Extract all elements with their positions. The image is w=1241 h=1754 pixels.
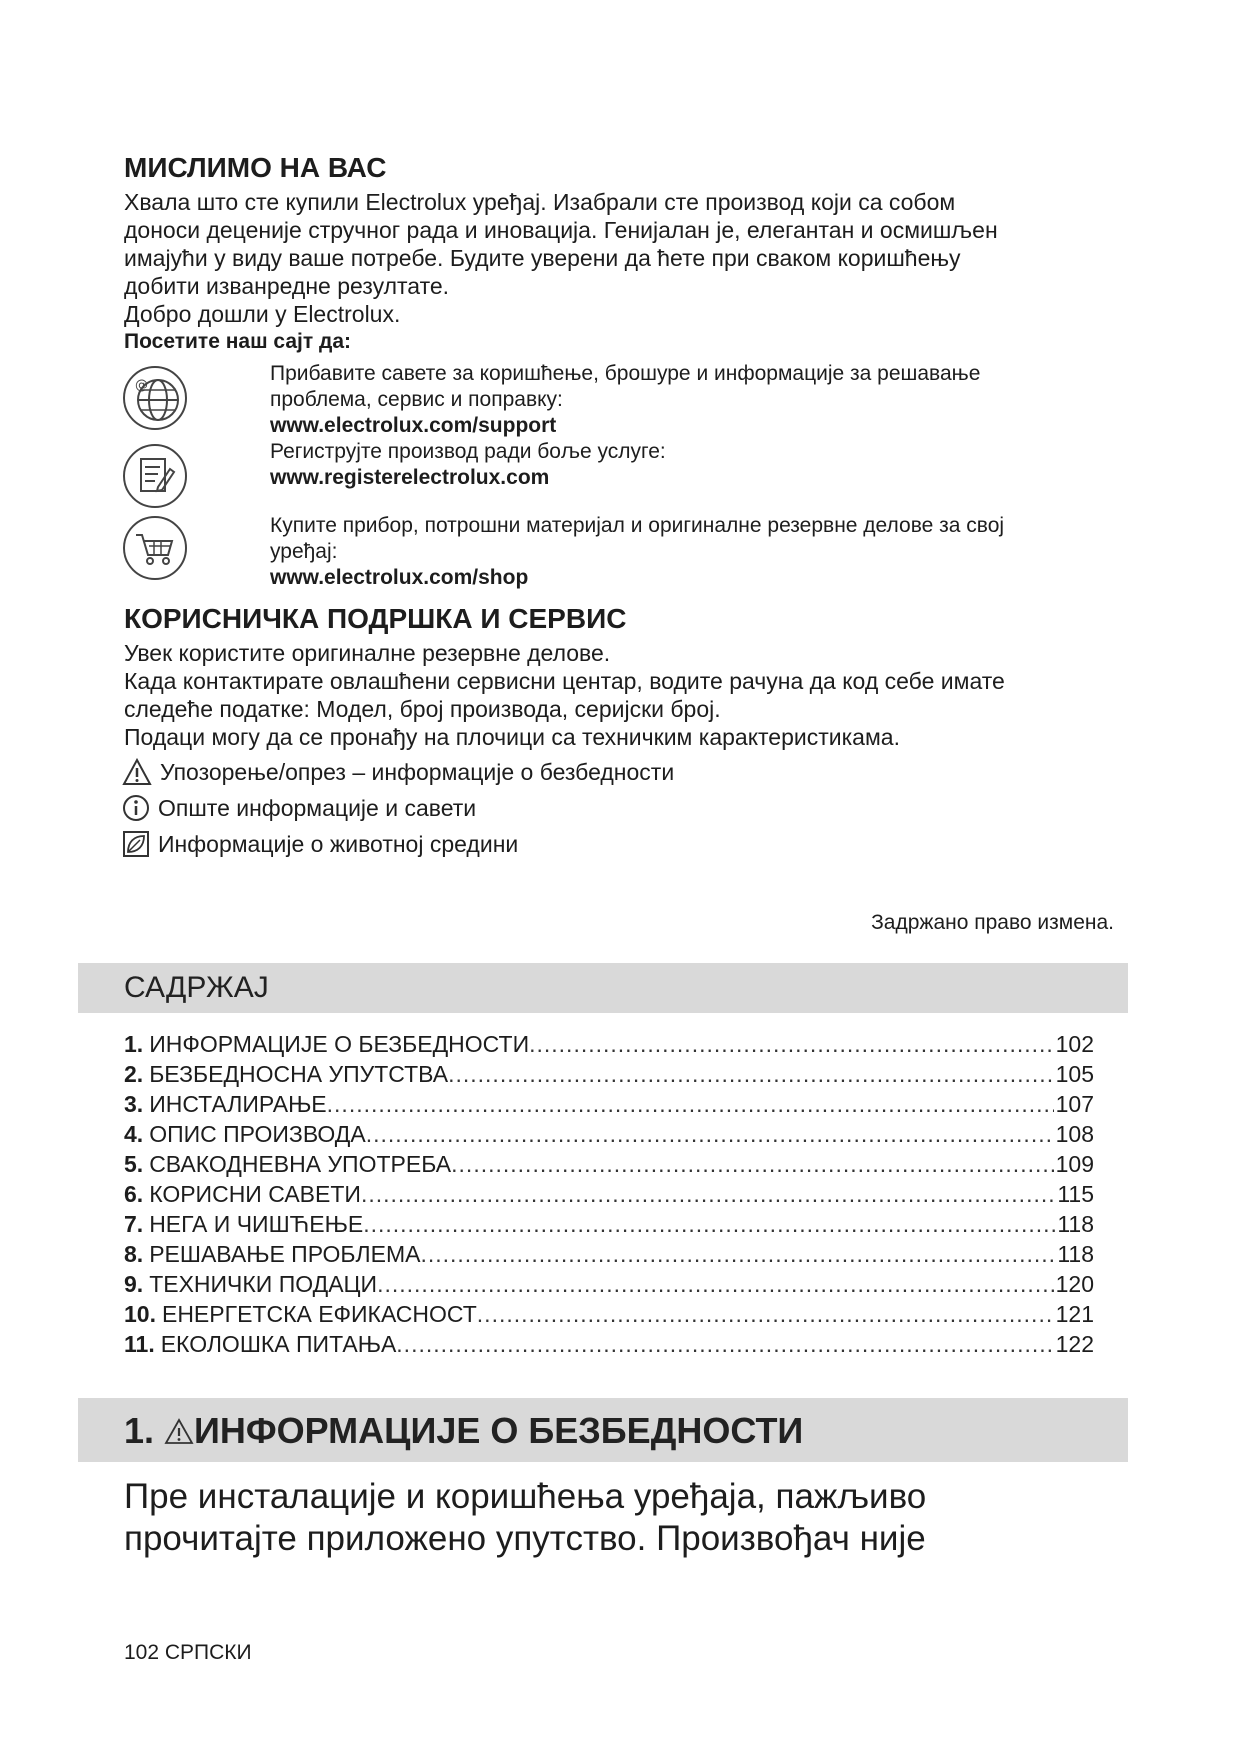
toc-num: 8. [124,1241,144,1267]
toc-label: БЕЗБЕДНОСНА УПУТСТВА [149,1061,449,1087]
section1-title: ИНФОРМАЦИЈЕ О БЕЗБЕДНОСТИ [194,1410,804,1451]
service-line: Региструјте производ ради боље услуге: [270,440,666,463]
toc-num: 5. [124,1151,144,1177]
toc-label: РЕШАВАЊЕ ПРОБЛЕМА [149,1241,421,1267]
service-support [270,361,1090,439]
toc-item[interactable] [124,1150,1094,1178]
toc-leader [529,1030,1054,1058]
toc-leader [477,1300,1054,1328]
toc-leader [448,1060,1054,1088]
toc-page: 122 [1055,1331,1094,1357]
toc-label: ОПИС ПРОИЗВОДА [149,1121,366,1147]
leaf-icon [122,830,150,858]
toc-label: КОРИСНИ САВЕТИ [149,1181,361,1207]
cart-icon [122,515,188,581]
service-shop [270,513,1090,591]
about-line: доноси деценије стручног рада и иновација. Генијалан је, елегантан и осмишљен [124,217,998,243]
section1-number: 1. [124,1410,155,1451]
toc-item[interactable] [124,1240,1094,1268]
toc-item[interactable] [124,1210,1094,1238]
toc-item[interactable] [124,1030,1094,1058]
support-line: Подаци могу да се пронађу на плочици са техничким карактеристикама. [124,724,900,750]
support-line: следеће податке: Модел, број производа, серијски број. [124,696,721,722]
toc-page: 109 [1055,1151,1094,1177]
toc-page: 118 [1057,1211,1094,1237]
about-line: имајући у виду ваше потребе. Будите уверени да ћете при сваком коришћењу [124,245,961,271]
toc-item[interactable] [124,1180,1094,1208]
toc-label: ИНСТАЛИРАЊЕ [149,1091,327,1117]
toc-page: 108 [1055,1121,1094,1147]
toc-label: ИНФОРМАЦИЈЕ О БЕЗБЕДНОСТИ [149,1031,530,1057]
toc-leader [366,1120,1054,1148]
toc-page: 121 [1055,1301,1094,1327]
toc-page: 115 [1057,1181,1094,1207]
warning-icon [122,758,152,786]
about-line: Хвала што сте купили Electrolux уређај. Изабрали сте производ који са собом [124,189,956,215]
toc-leader [396,1330,1053,1358]
toc-label: НЕГА И ЧИШЋЕЊЕ [149,1211,364,1237]
about-line: Добро дошли у Electrolux. [124,301,401,327]
toc-label: СВАКОДНЕВНА УПОТРЕБА [149,1151,452,1177]
rights-note: Задржано право измена. [871,911,1114,934]
toc-title: САДРЖАЈ [124,971,269,1004]
section1-header-band [78,1398,1128,1462]
about-text [124,188,1124,356]
legend-text: Опште информације и савети [158,795,477,821]
support-line: Увек користите оригиналне резервне делове. [124,640,611,666]
toc-num: 9. [124,1271,144,1297]
support-title: КОРИСНИЧКА ПОДРШКА И СЕРВИС [124,603,627,634]
service-line: Прибавите савете за коришћење, брошуре и информације за решавање [270,362,981,385]
svg-text:@: @ [135,378,148,393]
legend-environment [122,830,518,858]
toc-num: 3. [124,1091,144,1117]
toc-num: 10. [124,1301,156,1327]
toc-page: 120 [1055,1271,1094,1297]
legend-text: Упозорење/опрез – информације о безбедности [160,759,675,785]
service-line: Купите прибор, потрошни материјал и оригиналне резервне делове за свој [270,514,1005,537]
support-link[interactable]: www.electrolux.com/support [270,414,557,437]
toc-item[interactable] [124,1060,1094,1088]
toc-item[interactable] [124,1120,1094,1148]
toc-leader [377,1270,1054,1298]
info-icon [122,794,150,822]
toc-num: 6. [124,1181,144,1207]
toc-leader [363,1210,1055,1238]
lead-line: прочитајте приложено упутство. Произвођач није [124,1519,926,1558]
toc-page: 118 [1057,1241,1094,1267]
section1-heading [124,1410,803,1452]
shop-link[interactable]: www.electrolux.com/shop [270,566,529,589]
legend-warning [122,758,674,786]
support-line: Када контактирате овлашћени сервисни центар, водите рачуна да код себе имате [124,668,1005,694]
toc-page: 107 [1055,1091,1094,1117]
service-register [270,439,1090,491]
service-line: проблема, сервис и поправку: [270,388,563,411]
toc-leader [327,1090,1054,1118]
toc-page: 102 [1055,1031,1094,1057]
page-footer: 102 СРПСКИ [124,1641,252,1664]
toc-item[interactable] [124,1270,1094,1298]
toc-num: 11. [124,1331,155,1357]
toc-num: 2. [124,1061,144,1087]
toc-leader [420,1240,1055,1268]
legend-info [122,794,476,822]
about-line: добити изванредне резултате. [124,273,450,299]
legend-text: Информације о животној средини [158,831,519,857]
service-line: уређај: [270,540,338,563]
lead-line: Пре инсталације и коришћења уређаја, пажљиво [124,1477,927,1516]
toc-num: 1. [124,1031,144,1057]
toc-label: ТЕХНИЧКИ ПОДАЦИ [149,1271,378,1297]
toc-num: 7. [124,1211,144,1237]
toc-label: ЕКОЛОШКА ПИТАЊА [160,1331,397,1357]
toc-leader [361,1180,1055,1208]
toc-num: 4. [124,1121,144,1147]
support-text [124,639,1124,751]
toc-item[interactable] [124,1300,1094,1328]
toc-leader [451,1150,1053,1178]
toc-item[interactable] [124,1330,1094,1358]
toc-label: ЕНЕРГЕТСКА ЕФИКАСНОСТ [161,1301,477,1327]
toc-item[interactable] [124,1090,1094,1118]
about-title: МИСЛИМО НА ВАС [124,152,387,183]
toc-page: 105 [1055,1061,1094,1087]
visit-label: Посетите наш сајт да: [124,330,351,353]
warning-icon [164,1417,194,1445]
register-icon [122,443,188,509]
section1-lead [124,1476,1124,1560]
toc-header-band [78,963,1128,1013]
globe-icon [122,365,188,431]
register-link[interactable]: www.registerelectrolux.com [270,466,550,489]
